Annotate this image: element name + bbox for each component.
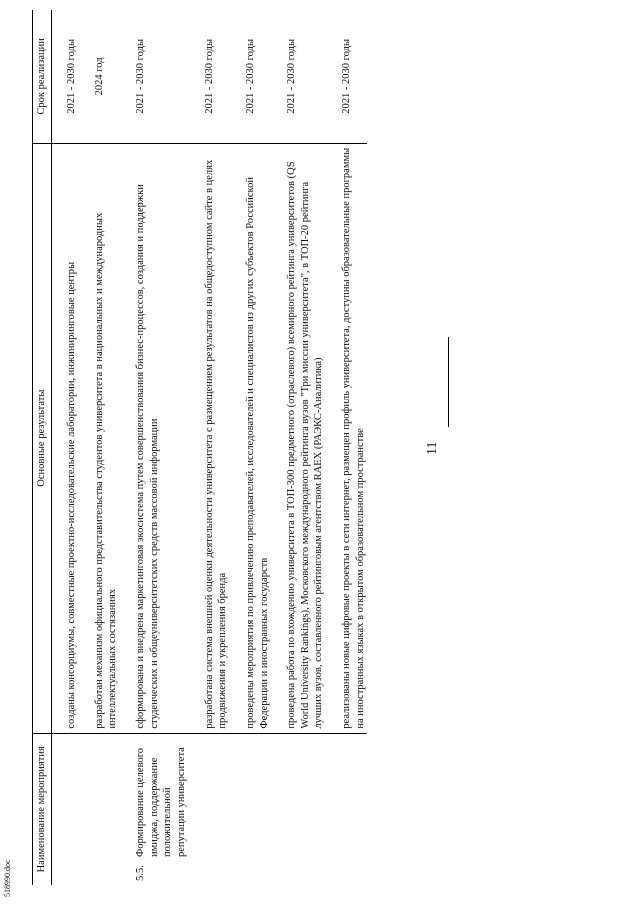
result-text: сформирована и внедрена маркетинговая экосистема путем совершенствования бизнес-процессов, создания и поддержки студенческих и общеуниверситетских средств массовой информации xyxy=(134,143,189,733)
page-number: 11 xyxy=(425,441,440,455)
separator-line xyxy=(448,337,449,427)
table-row xyxy=(203,10,230,885)
table-row xyxy=(244,10,271,885)
table-row xyxy=(93,10,120,885)
term-text: 2021 - 2030 годы xyxy=(285,10,326,143)
table-row xyxy=(285,10,326,885)
term-text: 2021 - 2030 годы xyxy=(203,10,230,143)
term-text: 2021 - 2030 годы xyxy=(134,10,189,143)
header-main-results: Основные результаты xyxy=(33,143,52,733)
table-header-row xyxy=(33,10,52,885)
section-title: Формирование целевого имиджа, поддержание положительной репутации университета xyxy=(135,747,187,857)
term-text: 2021 - 2030 годы xyxy=(244,10,271,143)
term-text: 2024 год xyxy=(93,10,120,143)
table-row xyxy=(134,10,189,885)
table-row xyxy=(340,10,367,885)
result-text: проведены мероприятия по привлечению преподавателей, исследователей и специалистов из других субъектов Российской Федерации и иностранных государств xyxy=(244,143,271,733)
section-number: 5.5. xyxy=(135,865,147,881)
measures-table xyxy=(32,10,367,885)
header-measure-name: Наименование мероприятия xyxy=(33,733,52,885)
result-text: разработан механизм официального представительства студентов университета в национальных и международных интеллектуальных состязаниях xyxy=(93,143,120,733)
table-row xyxy=(65,10,79,885)
term-text: 2021 - 2030 годы xyxy=(340,10,367,143)
header-term: Срок реализации xyxy=(33,10,52,143)
result-text: разработана система внешней оценки деятельности университета с размещением результатов на общедоступном сайте в целях продвижения и укрепления бренда xyxy=(203,143,230,733)
result-text: проведена работа по вхождению университета в ТОП-300 предметного (отраслевого) всемирного рейтинга университетов (QS World University Rankings), Московского международного рейтинга вузов "Три миссии университета", в ТОП-20 рейтинга лучших вузов, составленного рейтинговым агентством RAEX (РАЭКС-Аналитика) xyxy=(285,143,326,733)
term-text: 2021 - 2030 годы xyxy=(65,10,79,143)
document-code: 518990.doc xyxy=(3,859,12,897)
result-text: созданы консорциумы, совместные проектно-исследовательские лаборатории, инжиниринговые центры xyxy=(65,143,79,733)
result-text: реализованы новые цифровые проекты в сети интернет, размещен профиль университета, доступны образовательные программы на иностранных языках в открытом образовательном пространстве xyxy=(340,143,367,733)
